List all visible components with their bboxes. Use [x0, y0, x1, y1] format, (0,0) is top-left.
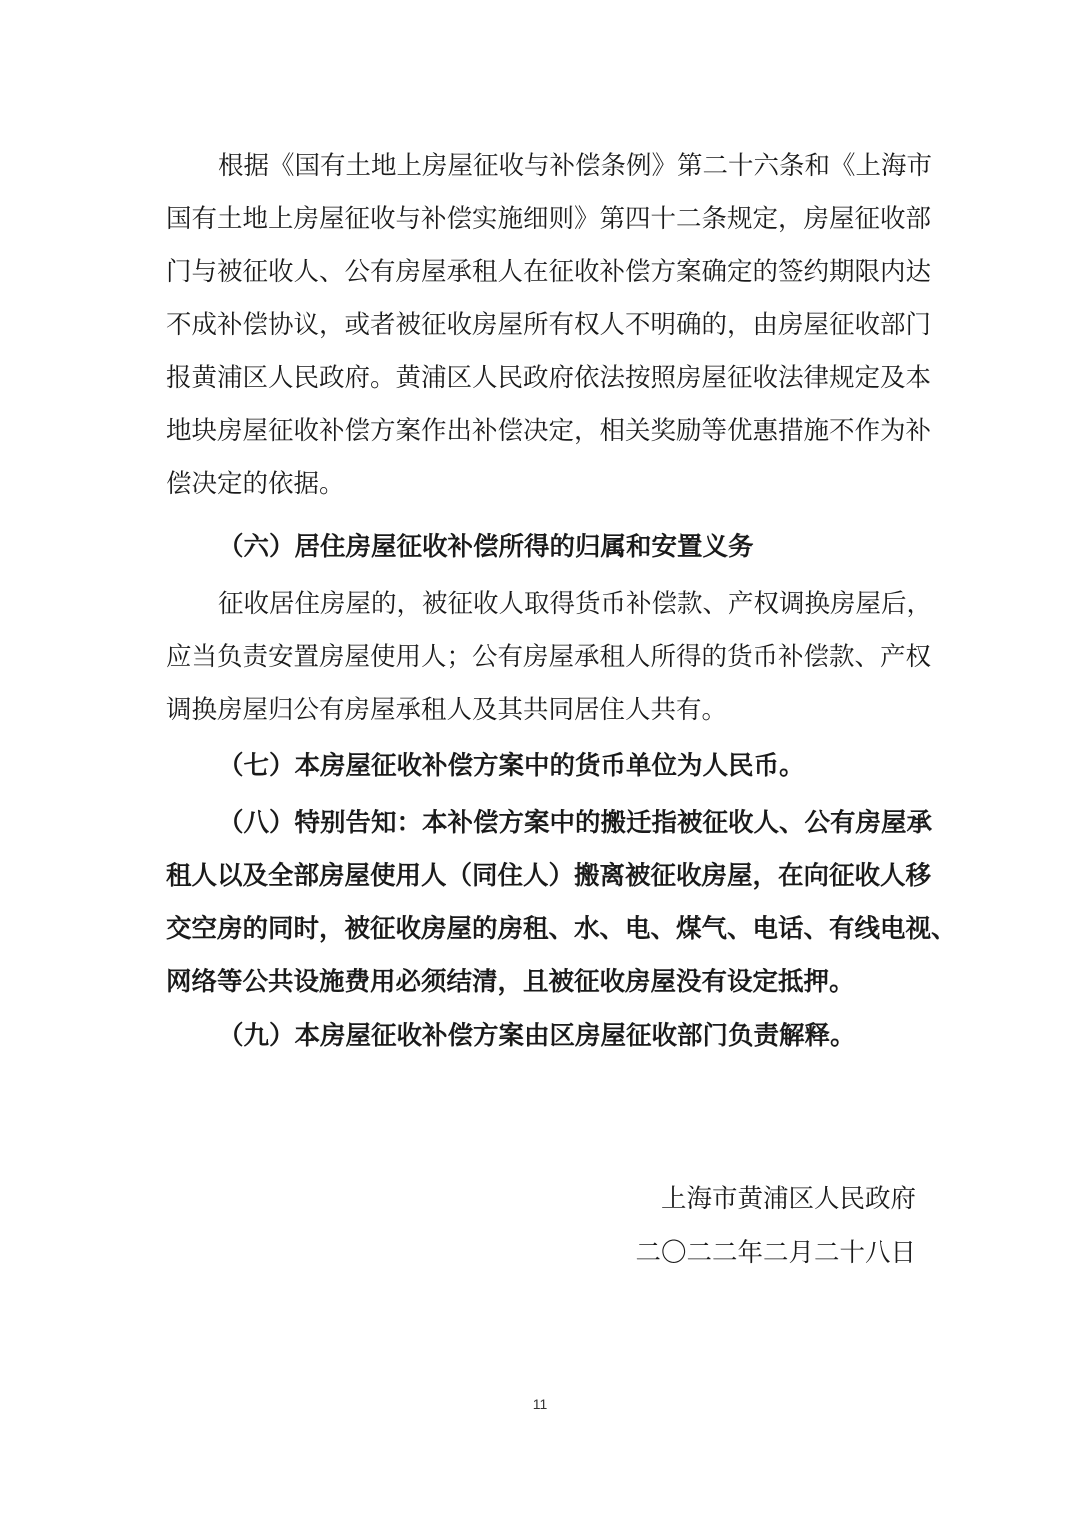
text-line: 网络等公共设施费用必须结清，且被征收房屋没有设定抵押。	[166, 967, 855, 997]
heading-section-7: （七）本房屋征收补偿方案中的货币单位为人民币。	[218, 751, 805, 781]
text-line: （八）特别告知：本补偿方案中的搬迁指被征收人、公有房屋承	[218, 808, 933, 838]
text-line: 交空房的同时，被征收房屋的房租、水、电、煤气、电话、有线电视、	[166, 914, 957, 944]
text-line: 不成补偿协议，或者被征收房屋所有权人不明确的，由房屋征收部门	[166, 310, 932, 340]
text-line: 门与被征收人、公有房屋承租人在征收补偿方案确定的签约期限内达	[166, 257, 932, 287]
issuer-name: 上海市黄浦区人民政府	[660, 1184, 916, 1214]
text-line: 地块房屋征收补偿方案作出补偿决定，相关奖励等优惠措施不作为补	[166, 416, 932, 446]
page-number: 11	[532, 1396, 548, 1412]
text-line: 征收居住房屋的，被征收人取得货币补偿款、产权调换房屋后，	[218, 589, 933, 619]
issue-date: 二〇二二年二月二十八日	[635, 1238, 916, 1268]
text-line: 国有土地上房屋征收与补偿实施细则》第四十二条规定，房屋征收部	[166, 204, 932, 234]
heading-section-9: （九）本房屋征收补偿方案由区房屋征收部门负责解释。	[218, 1021, 856, 1051]
text-line: 应当负责安置房屋使用人；公有房屋承租人所得的货币补偿款、产权	[166, 642, 932, 672]
text-line: 报黄浦区人民政府。黄浦区人民政府依法按照房屋征收法律规定及本	[166, 363, 932, 393]
text-line: 根据《国有土地上房屋征收与补偿条例》第二十六条和《上海市	[218, 151, 933, 181]
text-line: 租人以及全部房屋使用人（同住人）搬离被征收房屋，在向征收人移	[166, 861, 932, 891]
text-line: 调换房屋归公有房屋承租人及其共同居住人共有。	[166, 695, 728, 725]
text-line: 偿决定的依据。	[166, 469, 345, 499]
heading-section-6: （六）居住房屋征收补偿所得的归属和安置义务	[218, 532, 754, 562]
